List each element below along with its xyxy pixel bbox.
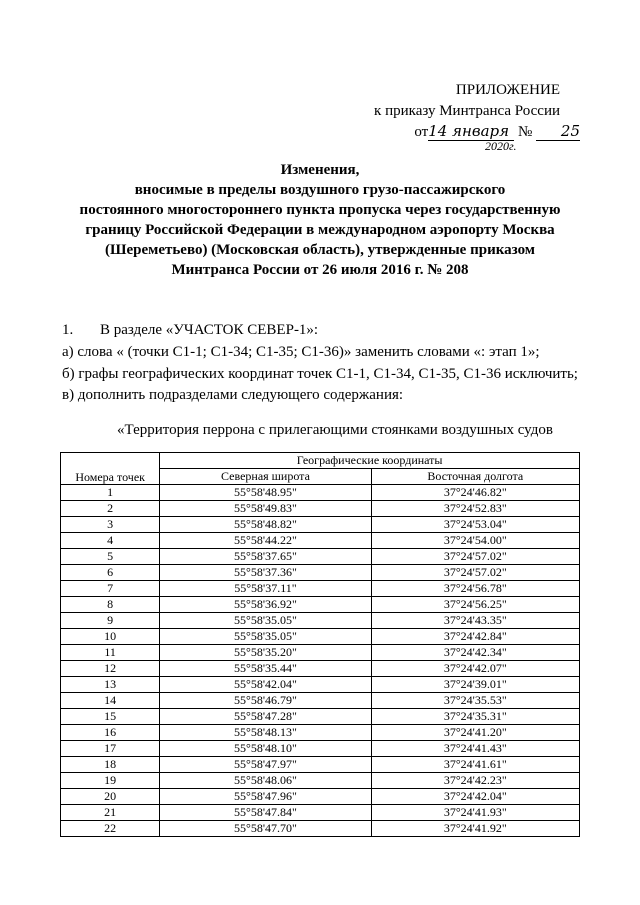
cell-point-number: 21: [61, 805, 160, 821]
cell-latitude: 55°58'48.06": [160, 773, 371, 789]
cell-point-number: 15: [61, 709, 160, 725]
column-header-longitude: Восточная долгота: [371, 469, 579, 485]
cell-latitude: 55°58'47.28": [160, 709, 371, 725]
cell-latitude: 55°58'44.22": [160, 533, 371, 549]
table-row: [61, 709, 580, 725]
table-row: [61, 741, 580, 757]
title-line: границу Российской Федерации в международном аэропорту Москва: [85, 222, 555, 238]
cell-latitude: 55°58'47.70": [160, 821, 371, 837]
table-row: [61, 485, 580, 501]
subitem-b: б) графы географических координат точек С1-1, С1-34, С1-35, С1-36 исключить;: [62, 366, 578, 382]
cell-point-number: 7: [61, 581, 160, 597]
cell-longitude: 37°24'57.02": [371, 565, 579, 581]
cell-latitude: 55°58'37.36": [160, 565, 371, 581]
cell-point-number: 9: [61, 613, 160, 629]
column-header-latitude: Северная широта: [160, 469, 371, 485]
table-row: [61, 645, 580, 661]
cell-longitude: 37°24'52.83": [371, 501, 579, 517]
table-row: [61, 613, 580, 629]
column-group-header: Географические координаты: [160, 453, 580, 469]
cell-longitude: 37°24'42.07": [371, 661, 579, 677]
cell-point-number: 17: [61, 741, 160, 757]
cell-latitude: 55°58'37.65": [160, 549, 371, 565]
document-title: [60, 160, 580, 280]
cell-point-number: 4: [61, 533, 160, 549]
item-text: В разделе «УЧАСТОК СЕВЕР-1»:: [100, 322, 319, 338]
title-line: (Шереметьево) (Московская область), утвержденные приказом: [104, 242, 535, 258]
cell-longitude: 37°24'41.61": [371, 757, 579, 773]
table-row: [61, 805, 580, 821]
number-prefix: №: [517, 124, 533, 140]
cell-point-number: 11: [61, 645, 160, 661]
cell-point-number: 5: [61, 549, 160, 565]
cell-point-number: 16: [61, 725, 160, 741]
cell-latitude: 55°58'35.44": [160, 661, 371, 677]
appendix-title: ПРИЛОЖЕНИЕ: [455, 82, 560, 98]
cell-longitude: 37°24'41.20": [371, 725, 579, 741]
cell-longitude: 37°24'42.23": [371, 773, 579, 789]
table-row: [61, 629, 580, 645]
cell-latitude: 55°58'35.20": [160, 645, 371, 661]
item-number: 1.: [62, 322, 74, 338]
cell-latitude: 55°58'49.83": [160, 501, 371, 517]
table-row: [61, 693, 580, 709]
title-line: Минтранса России от 26 июля 2016 г. № 208: [171, 262, 469, 278]
cell-point-number: 3: [61, 517, 160, 533]
cell-longitude: 37°24'42.04": [371, 789, 579, 805]
order-reference: к приказу Минтранса России: [374, 103, 560, 119]
cell-point-number: 8: [61, 597, 160, 613]
cell-longitude: 37°24'57.02": [371, 549, 579, 565]
cell-longitude: 37°24'39.01": [371, 677, 579, 693]
table-row: [61, 501, 580, 517]
cell-point-number: 1: [61, 485, 160, 501]
table-row: [61, 517, 580, 533]
column-header-number: Номера точек: [61, 453, 160, 485]
cell-longitude: 37°24'35.53": [371, 693, 579, 709]
cell-point-number: 12: [61, 661, 160, 677]
title-line: Изменения,: [280, 162, 360, 178]
table-row: [61, 597, 580, 613]
cell-latitude: 55°58'48.95": [160, 485, 371, 501]
cell-latitude: 55°58'47.97": [160, 757, 371, 773]
cell-longitude: 37°24'56.25": [371, 597, 579, 613]
cell-longitude: 37°24'54.00": [371, 533, 579, 549]
table-row: [61, 773, 580, 789]
cell-latitude: 55°58'46.79": [160, 693, 371, 709]
cell-point-number: 2: [61, 501, 160, 517]
cell-latitude: 55°58'48.82": [160, 517, 371, 533]
table-row: [61, 661, 580, 677]
cell-latitude: 55°58'42.04": [160, 677, 371, 693]
table-row: [61, 677, 580, 693]
cell-point-number: 22: [61, 821, 160, 837]
coordinates-table: [60, 452, 580, 837]
cell-point-number: 10: [61, 629, 160, 645]
cell-point-number: 6: [61, 565, 160, 581]
table-row: [61, 821, 580, 837]
table-row: [61, 789, 580, 805]
cell-longitude: 37°24'41.93": [371, 805, 579, 821]
table-row: [61, 725, 580, 741]
cell-longitude: 37°24'46.82": [371, 485, 579, 501]
title-line: постоянного многостороннего пункта пропуска через государственную: [79, 202, 561, 218]
cell-longitude: 37°24'53.04": [371, 517, 579, 533]
subitem-a: а) слова « (точки С1-1; С1-34; С1-35; С1-36)» заменить словами «: этап 1»;: [62, 344, 540, 360]
table-row: [61, 757, 580, 773]
cell-longitude: 37°24'42.84": [371, 629, 579, 645]
cell-longitude: 37°24'41.43": [371, 741, 579, 757]
cell-latitude: 55°58'48.10": [160, 741, 371, 757]
title-line: вносимые в пределы воздушного грузо-пассажирского: [134, 182, 506, 198]
handwritten-year: 2020г.: [485, 139, 517, 153]
item-1: [62, 322, 318, 339]
cell-point-number: 18: [61, 757, 160, 773]
cell-latitude: 55°58'47.84": [160, 805, 371, 821]
cell-point-number: 19: [61, 773, 160, 789]
cell-latitude: 55°58'37.11": [160, 581, 371, 597]
cell-longitude: 37°24'42.34": [371, 645, 579, 661]
table-row: [61, 533, 580, 549]
cell-point-number: 13: [61, 677, 160, 693]
handwritten-date: 14 января: [428, 122, 514, 141]
cell-longitude: 37°24'56.78": [371, 581, 579, 597]
subitem-c: в) дополнить подразделами следующего содержания:: [62, 387, 404, 403]
table-intro: «Территория перрона с прилегающими стоянками воздушных судов: [117, 422, 553, 438]
handwritten-number: 25: [536, 122, 580, 141]
table-row: [61, 549, 580, 565]
table-row: [61, 581, 580, 597]
cell-longitude: 37°24'43.35": [371, 613, 579, 629]
cell-point-number: 20: [61, 789, 160, 805]
cell-latitude: 55°58'47.96": [160, 789, 371, 805]
cell-latitude: 55°58'35.05": [160, 629, 371, 645]
cell-latitude: 55°58'48.13": [160, 725, 371, 741]
cell-latitude: 55°58'35.05": [160, 613, 371, 629]
cell-longitude: 37°24'41.92": [371, 821, 579, 837]
cell-longitude: 37°24'35.31": [371, 709, 579, 725]
cell-latitude: 55°58'36.92": [160, 597, 371, 613]
date-prefix: от: [414, 124, 429, 140]
table-row: [61, 565, 580, 581]
cell-point-number: 14: [61, 693, 160, 709]
